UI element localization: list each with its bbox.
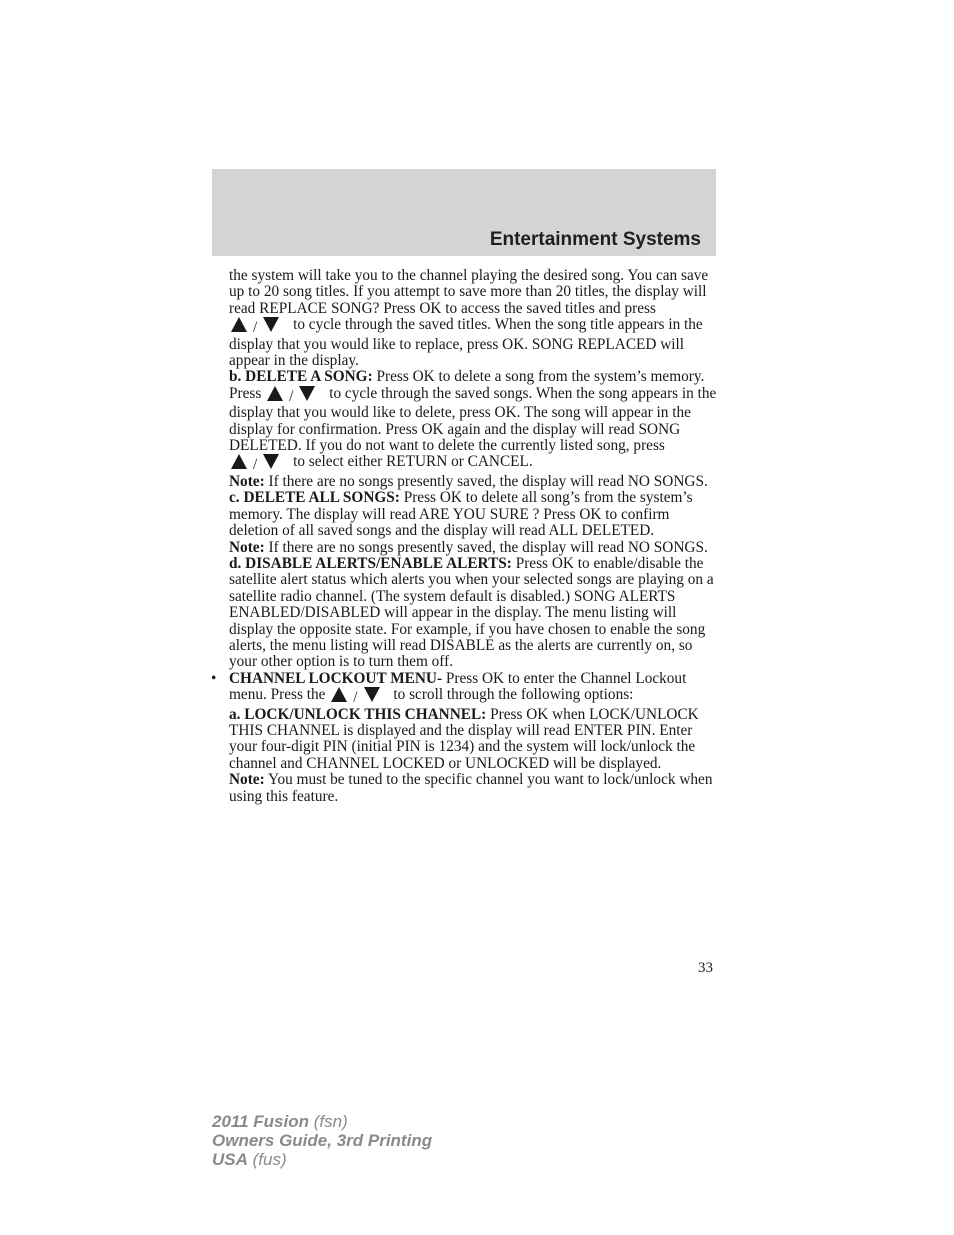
replace-song-text-a: the system will take you to the channel playing the desired song. You can save up to 20 song titles. If you attempt to save more than 20 titles, the display will read REPLACE SONG? Press OK to access the saved titles and press — [229, 267, 709, 317]
section-header-band — [212, 169, 716, 256]
note-label: Note: — [229, 771, 265, 789]
channel-lockout-label: CHANNEL LOCKOUT MENU- — [229, 669, 443, 687]
arrow-separator: / — [253, 319, 258, 337]
delete-all-text: Press OK to delete all song’s from the system’s memory. The display will read ARE YOU SURE ? Press OK to confirm deletion of all saved songs and the display will read ALL DELETED. — [229, 489, 693, 540]
delete-song-text-b: to cycle through the saved songs. When the song appears in the display that you would like to delete, press OK. The song will appear in the display for confirmation. Press OK again and the display will read SONG DELETED. If you do not want to delete the currently listed song, press — [229, 384, 717, 455]
note-text: If there are no songs presently saved, the display will read NO SONGS. — [268, 538, 708, 556]
delete-song-text-c: to select either RETURN or CANCEL. — [293, 453, 533, 471]
delete-song-label: b. DELETE A SONG: — [229, 368, 373, 386]
channel-lockout-text-a: Press OK to enter the Channel Lockout menu. Press the — [229, 669, 687, 704]
page-body — [211, 267, 719, 805]
note-paragraph — [229, 772, 719, 805]
section-title: Entertainment Systems — [489, 229, 701, 250]
delete-song-text-a: Press OK to delete a song from the system’s memory. Press — [229, 368, 705, 402]
paragraph-replace-song — [229, 268, 719, 369]
down-arrow-icon — [299, 386, 315, 401]
footer-model: 2011 Fusion — [212, 1112, 309, 1131]
up-arrow-icon — [267, 386, 283, 401]
alerts-text: Press OK to enable/disable the satellite alert status which alerts you when your selected songs are playing on a satellite radio channel. (The system default is disabled.) SONG ALERTS ENABLED/DISABLED will appear in the display. The menu listing will display the opposite state. For example, if you have chosen to enable the song alerts, the menu listing will read DISABLE as the alerts are currently on, so your other option is to turn them off. — [229, 554, 714, 671]
arrow-separator: / — [253, 456, 258, 474]
arrow-separator: / — [353, 689, 358, 707]
up-down-arrows-icon — [231, 317, 279, 336]
up-arrow-icon — [231, 454, 247, 469]
footer-line-guide — [212, 1131, 432, 1150]
lock-unlock-text: Press OK when LOCK/UNLOCK THIS CHANNEL is displayed and the display will read ENTER PIN. Enter your four-digit PIN (initial PIN is 1234) and the system will lock/unlock the channel and CHANNEL LOCKED or UNLOCKED will be displayed. — [229, 705, 699, 772]
channel-lockout-text-b: to scroll through the following options: — [393, 686, 634, 704]
up-down-arrows-icon — [267, 386, 315, 405]
bullet-channel-lockout — [211, 669, 719, 707]
note-label: Note: — [229, 538, 265, 556]
footer-line-model — [212, 1112, 432, 1131]
paragraph-lock-unlock — [229, 707, 719, 773]
page-number: 33 — [698, 960, 713, 976]
alerts-label: d. DISABLE ALERTS/ENABLE ALERTS: — [229, 554, 512, 572]
note-paragraph — [229, 474, 719, 490]
down-arrow-icon — [263, 454, 279, 469]
down-arrow-icon — [364, 687, 380, 702]
footer — [212, 1112, 432, 1169]
lock-unlock-label: a. LOCK/UNLOCK THIS CHANNEL: — [229, 705, 487, 723]
delete-all-label: c. DELETE ALL SONGS: — [229, 489, 400, 507]
footer-region: USA — [212, 1150, 248, 1169]
up-arrow-icon — [231, 317, 247, 332]
note-label: Note: — [229, 472, 265, 490]
paragraph-alerts — [229, 556, 719, 671]
arrow-separator: / — [289, 387, 294, 405]
footer-guide: Owners Guide, 3rd Printing — [212, 1131, 433, 1150]
up-down-arrows-icon — [331, 687, 379, 706]
down-arrow-icon — [263, 317, 279, 332]
footer-region-code: (fus) — [252, 1150, 287, 1169]
note-text: If there are no songs presently saved, the display will read NO SONGS. — [268, 472, 708, 490]
footer-line-region — [212, 1150, 432, 1169]
note-text: You must be tuned to the specific channel you want to lock/unlock when using this feature. — [229, 771, 713, 805]
bullet-marker: • — [211, 669, 217, 687]
footer-model-code: (fsn) — [313, 1112, 348, 1131]
note-paragraph — [229, 540, 719, 556]
up-arrow-icon — [331, 687, 347, 702]
replace-song-text-b: to cycle through the saved titles. When the song title appears in the display that you would like to replace, press OK. SONG REPLACED will appear in the display. — [229, 316, 703, 370]
up-down-arrows-icon — [231, 454, 279, 473]
paragraph-delete-song — [229, 369, 719, 473]
paragraph-delete-all-songs — [229, 490, 719, 539]
